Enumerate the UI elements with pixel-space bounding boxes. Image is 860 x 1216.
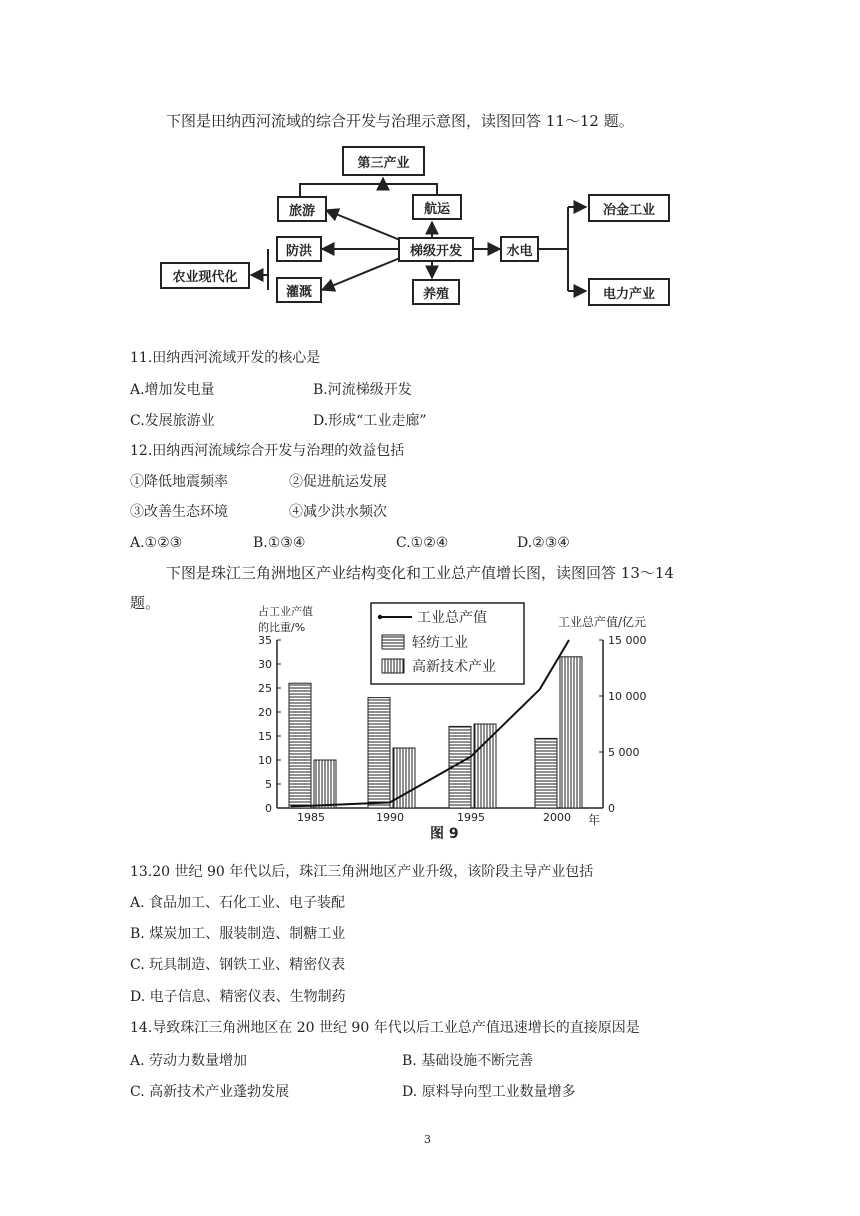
chart-x-tick-label: 1995 <box>457 811 485 824</box>
chart-right-axis-label: 工业总产值/亿元 <box>558 615 647 629</box>
chart-x-tick-label: 1985 <box>297 811 325 824</box>
q14-option-a: A. 劳动力数量增加 <box>130 1053 248 1069</box>
page-number: 3 <box>424 1133 431 1146</box>
q14-stem: 14.导致珠江三角洲地区在 20 世纪 90 年代以后工业总产值迅速增长的直接原因是 <box>130 1020 640 1036</box>
chart-left-axis-label-1: 占工业产值 <box>258 605 313 618</box>
bar-light-textile <box>289 683 311 808</box>
chart-right-tick-label: 15 000 <box>608 634 647 647</box>
chart-x-tick-label: 1990 <box>376 811 404 824</box>
q13-option-c: C. 玩具制造、钢铁工业、精密仪表 <box>130 957 346 973</box>
bar-light-textile <box>368 698 390 808</box>
box-tourism: 旅游 <box>277 196 327 222</box>
intro-text-2: 下图是珠江三角洲地区产业结构变化和工业总产值增长图，读图回答 13～14 <box>166 564 674 582</box>
q14-option-b: B. 基础设施不断完善 <box>402 1053 534 1069</box>
chart-left-axis-label-2: 的比重/% <box>258 621 306 634</box>
box-agriculture-modernization: 农业现代化 <box>160 262 250 289</box>
q12-option-c: C.①②④ <box>396 535 449 551</box>
q13-option-b: B. 煤炭加工、服装制造、制糖工业 <box>130 926 346 942</box>
q11-option-a: A.增加发电量 <box>130 382 215 398</box>
q12-option-b: B.①③④ <box>253 535 306 551</box>
q14-option-d: D. 原料导向型工业数量增多 <box>402 1084 576 1100</box>
chart-left-tick-label: 15 <box>258 730 272 743</box>
q11-stem: 11.田纳西河流域开发的核心是 <box>130 350 321 366</box>
legend-label-total-output: 工业总产值 <box>417 610 487 626</box>
q11-option-b: B.河流梯级开发 <box>313 382 412 398</box>
box-irrigation: 灌溉 <box>276 277 322 303</box>
chart-left-tick-label: 20 <box>258 706 272 719</box>
q12-stem: 12.田纳西河流域综合开发与治理的效益包括 <box>130 443 405 459</box>
chart-left-tick-label: 25 <box>258 682 272 695</box>
q13-stem: 13.20 世纪 90 年代以后，珠江三角洲地区产业升级，该阶段主导产业包括 <box>130 864 594 880</box>
q14-option-c: C. 高新技术产业蓬勃发展 <box>130 1084 290 1100</box>
box-aquaculture: 养殖 <box>412 279 460 305</box>
chart-left-tick-label: 5 <box>265 778 272 791</box>
q12-option-d: D.②③④ <box>517 535 570 551</box>
box-hydropower: 水电 <box>500 236 539 262</box>
q12-option-a: A.①②③ <box>130 535 183 551</box>
q12-statement-1: ①降低地震频率 <box>130 474 228 490</box>
q12-statement-2: ②促进航运发展 <box>289 474 387 490</box>
q11-option-d: D.形成“工业走廊” <box>313 413 427 429</box>
chart-left-tick-label: 10 <box>258 754 272 767</box>
legend-swatch-high-tech <box>382 659 404 673</box>
q13-option-d: D. 电子信息、精密仪表、生物制药 <box>130 989 346 1005</box>
box-shipping: 航运 <box>412 194 462 220</box>
box-power-industry: 电力产业 <box>588 278 670 306</box>
legend-label-light-textile: 轻纺工业 <box>412 635 468 651</box>
chart-left-tick-label: 0 <box>265 802 272 815</box>
chart-right-tick-label: 10 000 <box>608 690 647 703</box>
q12-statement-3: ③改善生态环境 <box>130 504 228 520</box>
box-tertiary-industry: 第三产业 <box>342 146 425 176</box>
legend-label-high-tech: 高新技术产业 <box>412 659 496 675</box>
box-cascade-development: 梯级开发 <box>398 237 474 262</box>
intro-text-2-cont: 题。 <box>130 594 161 612</box>
chart-right-tick-label: 5 000 <box>608 746 640 759</box>
q13-option-a: A. 食品加工、石化工业、电子装配 <box>130 895 346 911</box>
chart-x-tick-label: 2000 <box>543 811 571 824</box>
chart-x-unit: 年 <box>588 813 601 827</box>
q11-option-c: C.发展旅游业 <box>130 413 215 429</box>
chart-right-tick-label: 0 <box>608 802 615 815</box>
bar-light-textile <box>535 738 557 808</box>
intro-text-1: 下图是田纳西河流域的综合开发与治理示意图，读图回答 11～12 题。 <box>166 112 634 130</box>
chart-left-tick-label: 30 <box>258 658 272 671</box>
chart-figure-label: 图 9 <box>430 826 459 842</box>
chart-left-tick-label: 35 <box>258 634 272 647</box>
q12-statement-4: ④减少洪水频次 <box>289 504 387 520</box>
legend-line-dot <box>378 615 382 619</box>
bar-high-tech <box>314 760 336 808</box>
box-flood-control: 防洪 <box>276 236 322 262</box>
bar-high-tech <box>560 657 582 808</box>
legend-swatch-light-textile <box>382 635 404 649</box>
box-metallurgy: 冶金工业 <box>588 194 670 222</box>
